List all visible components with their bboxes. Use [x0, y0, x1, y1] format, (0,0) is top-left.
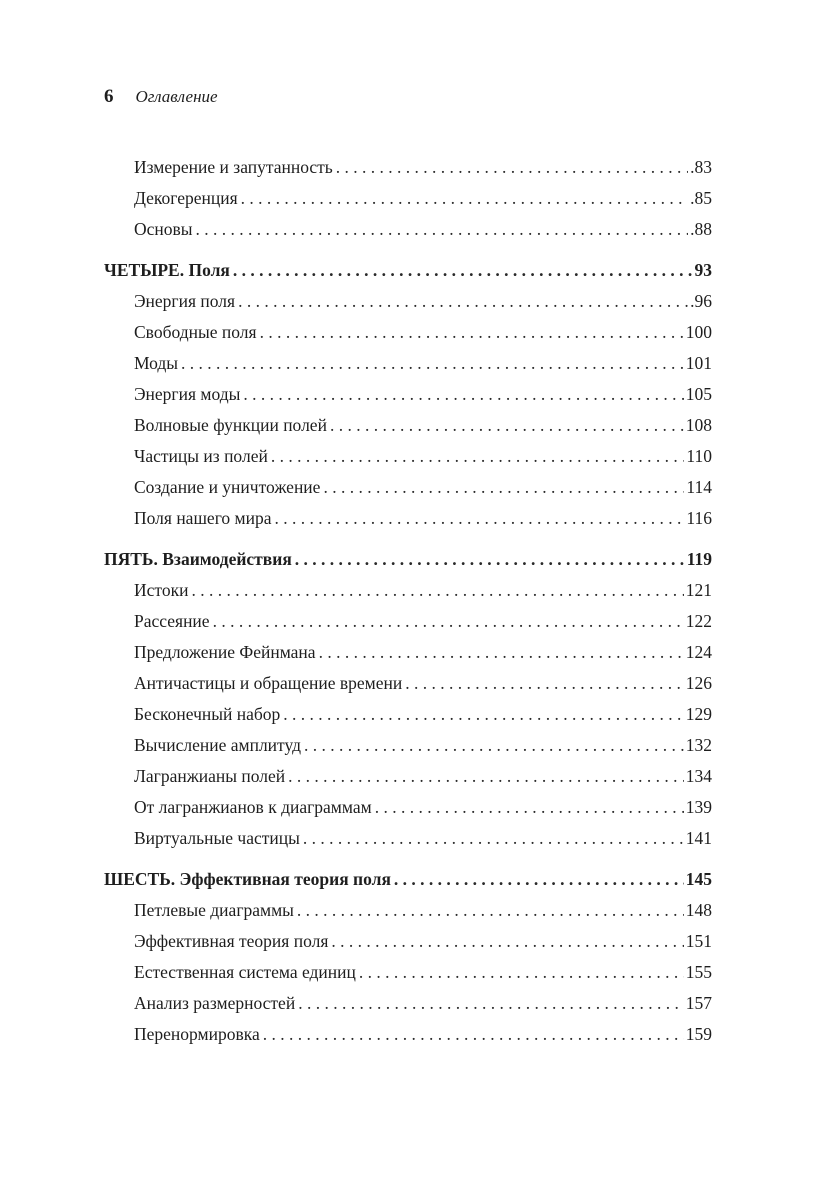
toc-entry [104, 317, 712, 348]
dot-leader [297, 895, 684, 926]
dot-leader [394, 864, 684, 895]
toc-entry-title: Петлевые диаграммы [134, 900, 294, 920]
toc-entry-title: Декогеренция [134, 188, 238, 208]
toc-entry-page: 129 [685, 704, 712, 724]
toc-entry-title: Поля нашего мира [134, 508, 272, 528]
dot-leader [213, 606, 684, 637]
toc-entry-title: Вычисление амплитуд [134, 735, 302, 755]
toc-entry-page: 110 [686, 446, 712, 466]
toc-entry-title: Волновые функции полей [134, 415, 327, 435]
dot-leader [319, 637, 684, 668]
toc-entry [104, 668, 712, 699]
running-head [104, 86, 218, 116]
toc-entry-title: От лагранжианов к диаграммам [134, 797, 372, 817]
toc-entry-title: ПЯТЬ. Взаимодействия [104, 549, 292, 569]
toc-entry-title: Бесконечный набор [134, 704, 281, 724]
toc-entry [104, 957, 712, 988]
toc-chapter-entry [104, 544, 712, 575]
toc-entry [104, 183, 712, 214]
toc-entry [104, 699, 712, 730]
chapter-spacer [104, 245, 712, 255]
toc-entry-title: Эффективная теория поля [134, 931, 329, 951]
toc-entry-title: Анализ размерностей [134, 993, 296, 1013]
toc-entry [104, 637, 712, 668]
toc-entry-page: 93 [694, 260, 712, 280]
dot-leader [196, 214, 689, 245]
dot-leader [336, 152, 688, 183]
table-of-contents [104, 152, 712, 1050]
toc-entry [104, 286, 712, 317]
toc-entry-title: ЧЕТЫРЕ. Поля [104, 260, 230, 280]
toc-entry-page: 114 [686, 477, 712, 497]
toc-entry [104, 410, 712, 441]
toc-entry [104, 503, 712, 534]
toc-entry [104, 1019, 712, 1050]
toc-entry-page: 126 [685, 673, 712, 693]
toc-entry-page: 132 [685, 735, 712, 755]
toc-entry-page: 151 [685, 931, 712, 951]
toc-entry-title: Лагранжианы полей [134, 766, 286, 786]
toc-entry-title: Энергия поля [134, 291, 236, 311]
toc-entry-page: 116 [686, 508, 712, 528]
toc-entry-title: Рассеяние [134, 611, 210, 631]
toc-entry-title: Истоки [134, 580, 189, 600]
toc-entry [104, 441, 712, 472]
toc-entry-page: .96 [690, 291, 712, 311]
toc-entry-page: .88 [690, 219, 712, 239]
dot-leader [283, 699, 683, 730]
toc-entry-page: 105 [685, 384, 712, 404]
toc-entry-title: ШЕСТЬ. Эффективная теория поля [104, 869, 391, 889]
dot-leader [331, 926, 683, 957]
dot-leader [298, 988, 684, 1019]
dot-leader [304, 730, 684, 761]
page-number: 6 [104, 86, 114, 107]
toc-entry [104, 606, 712, 637]
dot-leader [359, 957, 684, 988]
toc-entry-page: 124 [685, 642, 712, 662]
dot-leader [405, 668, 684, 699]
toc-entry-page: 108 [685, 415, 712, 435]
toc-entry [104, 152, 712, 183]
chapter-spacer [104, 854, 712, 864]
toc-entry-title: Энергия моды [134, 384, 241, 404]
toc-entry-page: 148 [685, 900, 712, 920]
toc-entry-page: 139 [685, 797, 712, 817]
toc-entry [104, 761, 712, 792]
dot-leader [295, 544, 685, 575]
toc-entry-title: Измерение и запутанность [134, 157, 333, 177]
toc-entry-page: 121 [685, 580, 712, 600]
toc-entry [104, 895, 712, 926]
toc-entry [104, 214, 712, 245]
toc-entry [104, 379, 712, 410]
toc-entry-page: 119 [686, 549, 712, 569]
section-title: Оглавление [135, 87, 218, 106]
toc-entry [104, 823, 712, 854]
dot-leader [271, 441, 685, 472]
toc-entry [104, 988, 712, 1019]
dot-leader [323, 472, 684, 503]
toc-entry-title: Создание и уничтожение [134, 477, 321, 497]
toc-entry-title: Виртуальные частицы [134, 828, 300, 848]
dot-leader [263, 1019, 684, 1050]
toc-entry-title: Основы [134, 219, 193, 239]
toc-entry-page: 155 [685, 962, 712, 982]
toc-entry [104, 926, 712, 957]
toc-entry-page: 134 [685, 766, 712, 786]
toc-entry-page: .83 [690, 157, 712, 177]
toc-entry [104, 730, 712, 761]
toc-entry-page: 157 [685, 993, 712, 1013]
toc-chapter-entry [104, 255, 712, 286]
toc-entry [104, 575, 712, 606]
chapter-spacer [104, 534, 712, 544]
toc-entry [104, 348, 712, 379]
dot-leader [241, 183, 688, 214]
dot-leader [275, 503, 685, 534]
toc-entry-title: Свободные поля [134, 322, 257, 342]
toc-entry-title: Естественная система единиц [134, 962, 356, 982]
toc-entry-page: 159 [685, 1024, 712, 1044]
toc-entry-title: Античастицы и обращение времени [134, 673, 403, 693]
toc-entry-page: 122 [685, 611, 712, 631]
dot-leader [330, 410, 684, 441]
dot-leader [303, 823, 684, 854]
dot-leader [375, 792, 684, 823]
toc-entry-title: Предложение Фейнмана [134, 642, 316, 662]
toc-entry-title: Частицы из полей [134, 446, 268, 466]
toc-entry [104, 472, 712, 503]
toc-entry-page: 141 [685, 828, 712, 848]
dot-leader [191, 575, 683, 606]
toc-entry-page: 101 [685, 353, 712, 373]
dot-leader [238, 286, 688, 317]
dot-leader [260, 317, 684, 348]
toc-chapter-entry [104, 864, 712, 895]
toc-entry-page: 100 [685, 322, 712, 342]
dot-leader [288, 761, 684, 792]
toc-entry-page: 145 [685, 869, 712, 889]
toc-entry-page: .85 [690, 188, 712, 208]
toc-entry [104, 792, 712, 823]
dot-leader [181, 348, 684, 379]
dot-leader [243, 379, 683, 410]
toc-entry-title: Моды [134, 353, 179, 373]
toc-entry-title: Перенормировка [134, 1024, 260, 1044]
dot-leader [233, 255, 693, 286]
